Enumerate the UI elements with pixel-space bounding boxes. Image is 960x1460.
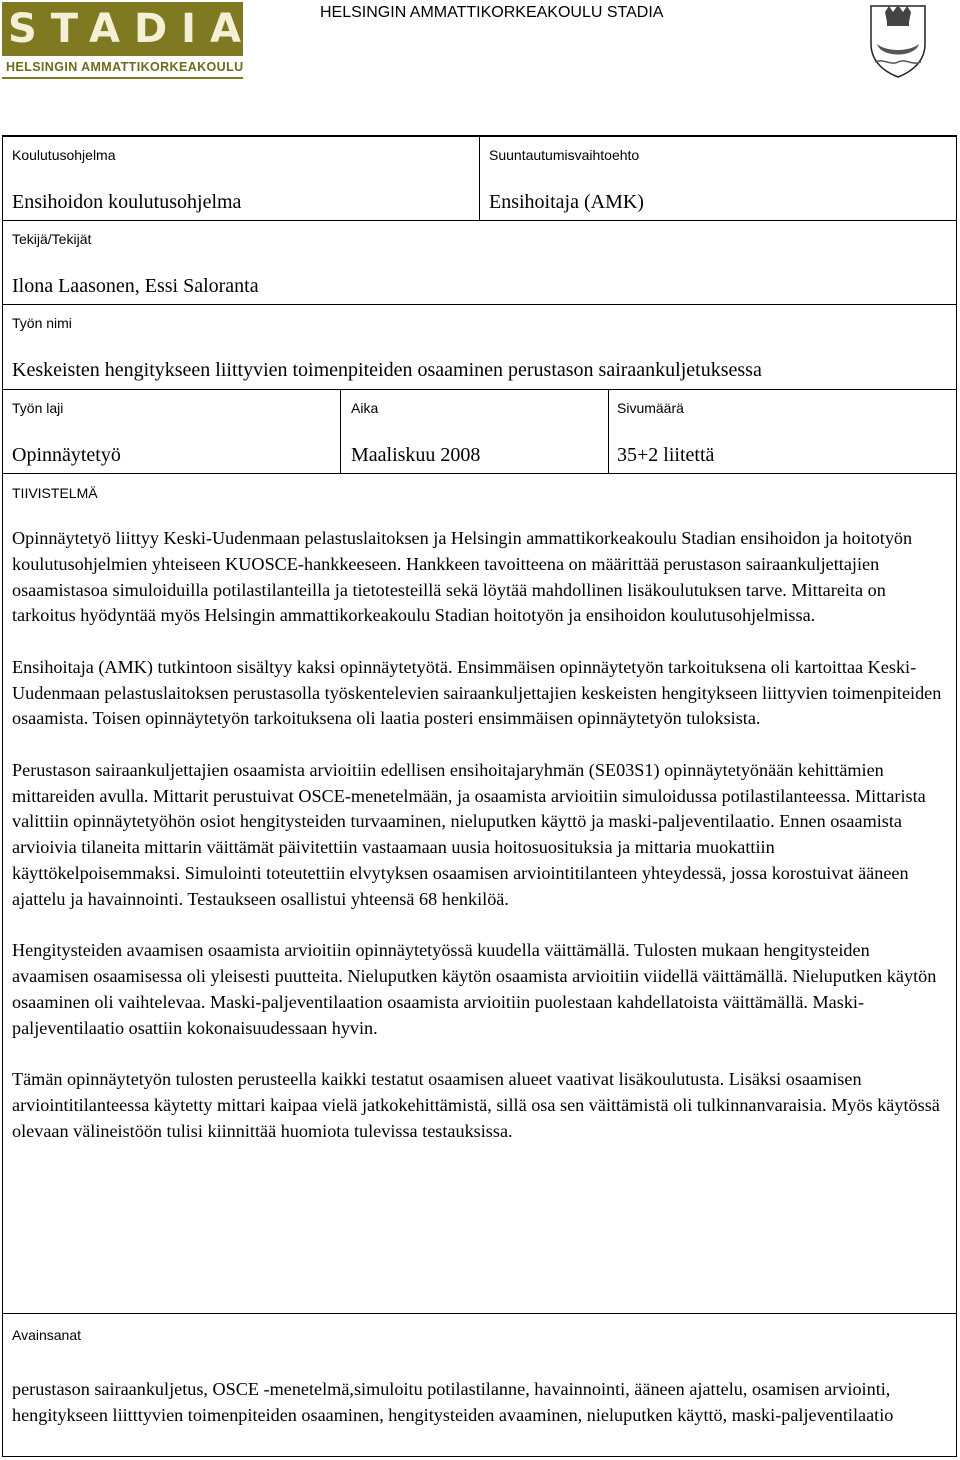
pages-value: 35+2 liitettä <box>617 444 715 466</box>
abstract-label: TIIVISTELMÄ <box>12 485 98 501</box>
time-divider <box>608 389 609 473</box>
authors-bottom-rule <box>3 304 956 305</box>
city-crest-icon <box>865 0 931 80</box>
page-header-title: HELSINGIN AMMATTIKORKEAKOULU STADIA <box>320 4 664 21</box>
programme-bottom-rule <box>3 220 956 221</box>
type-value: Opinnäytetyö <box>12 444 121 466</box>
programme-value: Ensihoidon koulutusohjelma <box>12 191 242 213</box>
abstract-body <box>12 526 947 1170</box>
abstract-bottom-rule <box>3 1313 956 1314</box>
title-bottom-rule <box>3 389 956 390</box>
time-value: Maaliskuu 2008 <box>351 444 481 466</box>
logo-brand: STADIA <box>8 6 255 52</box>
programme-label: Koulutusohjelma <box>12 147 116 163</box>
logo-rule <box>2 77 243 79</box>
abstract-paragraph: Perustason sairaankuljettajien osaamista arvioitiin edellisen ensihoitajaryhmän (SE03S1) opinnäytetyönään kehittämien mittareiden avulla. Mittarit perustuivat OSCE-menetelmään, ja osaamista arvioitiin simuloidussa potilastilanteessa. Mittarista valittiin opinnäytetyöhön osiot hengitysteiden turvaaminen, nieluputken käyttö ja maski-paljeventilaatio. Ennen osaamista arvioivia tilaneita mittarin väittämät päivitettiin vastaamaan uusia hoitosuosituksia ja mittaria muokattiin käyttökelpoisemmaksi. Simulointi toteutettiin elvytyksen osaamisen arviointitilanteen yhteydessä, jossa korostuivat ääneen ajattelu ja havainnointi. Testaukseen osallistui yhteensä 68 henkilöä. <box>12 759 926 909</box>
title-label: Työn nimi <box>12 315 72 331</box>
details-bottom-rule <box>3 473 956 474</box>
abstract-form <box>2 135 957 1457</box>
authors-label: Tekijä/Tekijät <box>12 231 92 247</box>
orientation-value: Ensihoitaja (AMK) <box>489 191 644 213</box>
abstract-paragraph: Opinnäytetyö liittyy Keski-Uudenmaan pelastuslaitoksen ja Helsingin ammattikorkeakoulu Stadian ensihoidon ja hoitotyön koulutusohjelmien yhteiseen KUOSCE-hankkeeseen. Hankkeen tavoitteena on määrittää perustason sairaankuljettajien osaamistasoa simuloiduilla potilastilanteilla ja tietotesteillä sekä löytää mahdollinen lisäkoulutuksen tarve. Mittareita on tarkoitus hyödyntää myös Helsingin ammattikorkeakoulu Stadian hoitotyön ja ensihoidon koulutusohjelmissa. <box>12 528 913 626</box>
logo-subtitle: HELSINGIN AMMATTIKORKEAKOULU <box>6 60 244 74</box>
type-divider <box>340 389 341 473</box>
crest-drawing <box>865 0 931 80</box>
programme-divider <box>479 136 480 220</box>
time-label: Aika <box>351 400 379 416</box>
orientation-label: Suuntautumisvaihtoehto <box>489 147 640 163</box>
abstract-paragraph: Ensihoitaja (AMK) tutkintoon sisältyy kaksi opinnäytetyötä. Ensimmäisen opinnäytetyön tarkoituksena oli kartoittaa Keski-Uudenmaan pelastuslaitoksen perustasolla työskentelevien sairaankuljettajien keskeisten hengitykseen liittyvien toimenpiteiden osaamista. Toisen opinnäytetyön tarkoituksena oli laatia posteri ensimmäisen opinnäytetyön tuloksista. <box>12 656 942 729</box>
type-label: Työn laji <box>12 400 64 416</box>
pages-label: Sivumäärä <box>617 400 684 416</box>
abstract-paragraph: Tämän opinnäytetyön tulosten perusteella kaikki testatut osaamisen alueet vaativat lisäkoulutusta. Lisäksi osaamisen arviointitilanteessa käytetty mittari kaipaa vielä jatkokehittämistä, sillä osa sen väittämistä oli tulkinnanvaraisia. Myös käytössä olevaan välineistöön tulisi kiinnittää huomiota tulevissa testauksissa. <box>12 1068 940 1141</box>
abstract-paragraph: Hengitysteiden avaamisen osaamista arvioitiin opinnäytetyössä kuudella väittämällä. Tulosten mukaan hengitysteiden avaamisen osaamisessa oli yleisesti puutteita. Nieluputken käytön osaamista arvioitiin viidellä väittämällä. Nieluputken käytön osaaminen oli vaihtelevaa. Maski-paljeventilaation osaamista arvioitiin puolestaan kahdellatoista väittämällä. Maski-paljeventilaatio osattiin kokonaisuudessaan hyvin. <box>12 940 937 1038</box>
keywords-label: Avainsanat <box>12 1327 82 1343</box>
title-value: Keskeisten hengitykseen liittyvien toimenpiteiden osaaminen perustason sairaankuljetuksessa <box>12 359 762 381</box>
keywords-value: perustason sairaankuljetus, OSCE -menetelmä,simuloitu potilastilanne, havainnointi, ääneen ajattelu, osamisen arviointi, hengitykseen liitttyvien toimenpiteiden osaaminen, hengitysteiden avaaminen, nieluputken käyttö, maski-paljeventilaatio <box>12 1379 894 1425</box>
authors-value: Ilona Laasonen, Essi Saloranta <box>12 275 259 297</box>
stadia-logo <box>2 2 255 80</box>
